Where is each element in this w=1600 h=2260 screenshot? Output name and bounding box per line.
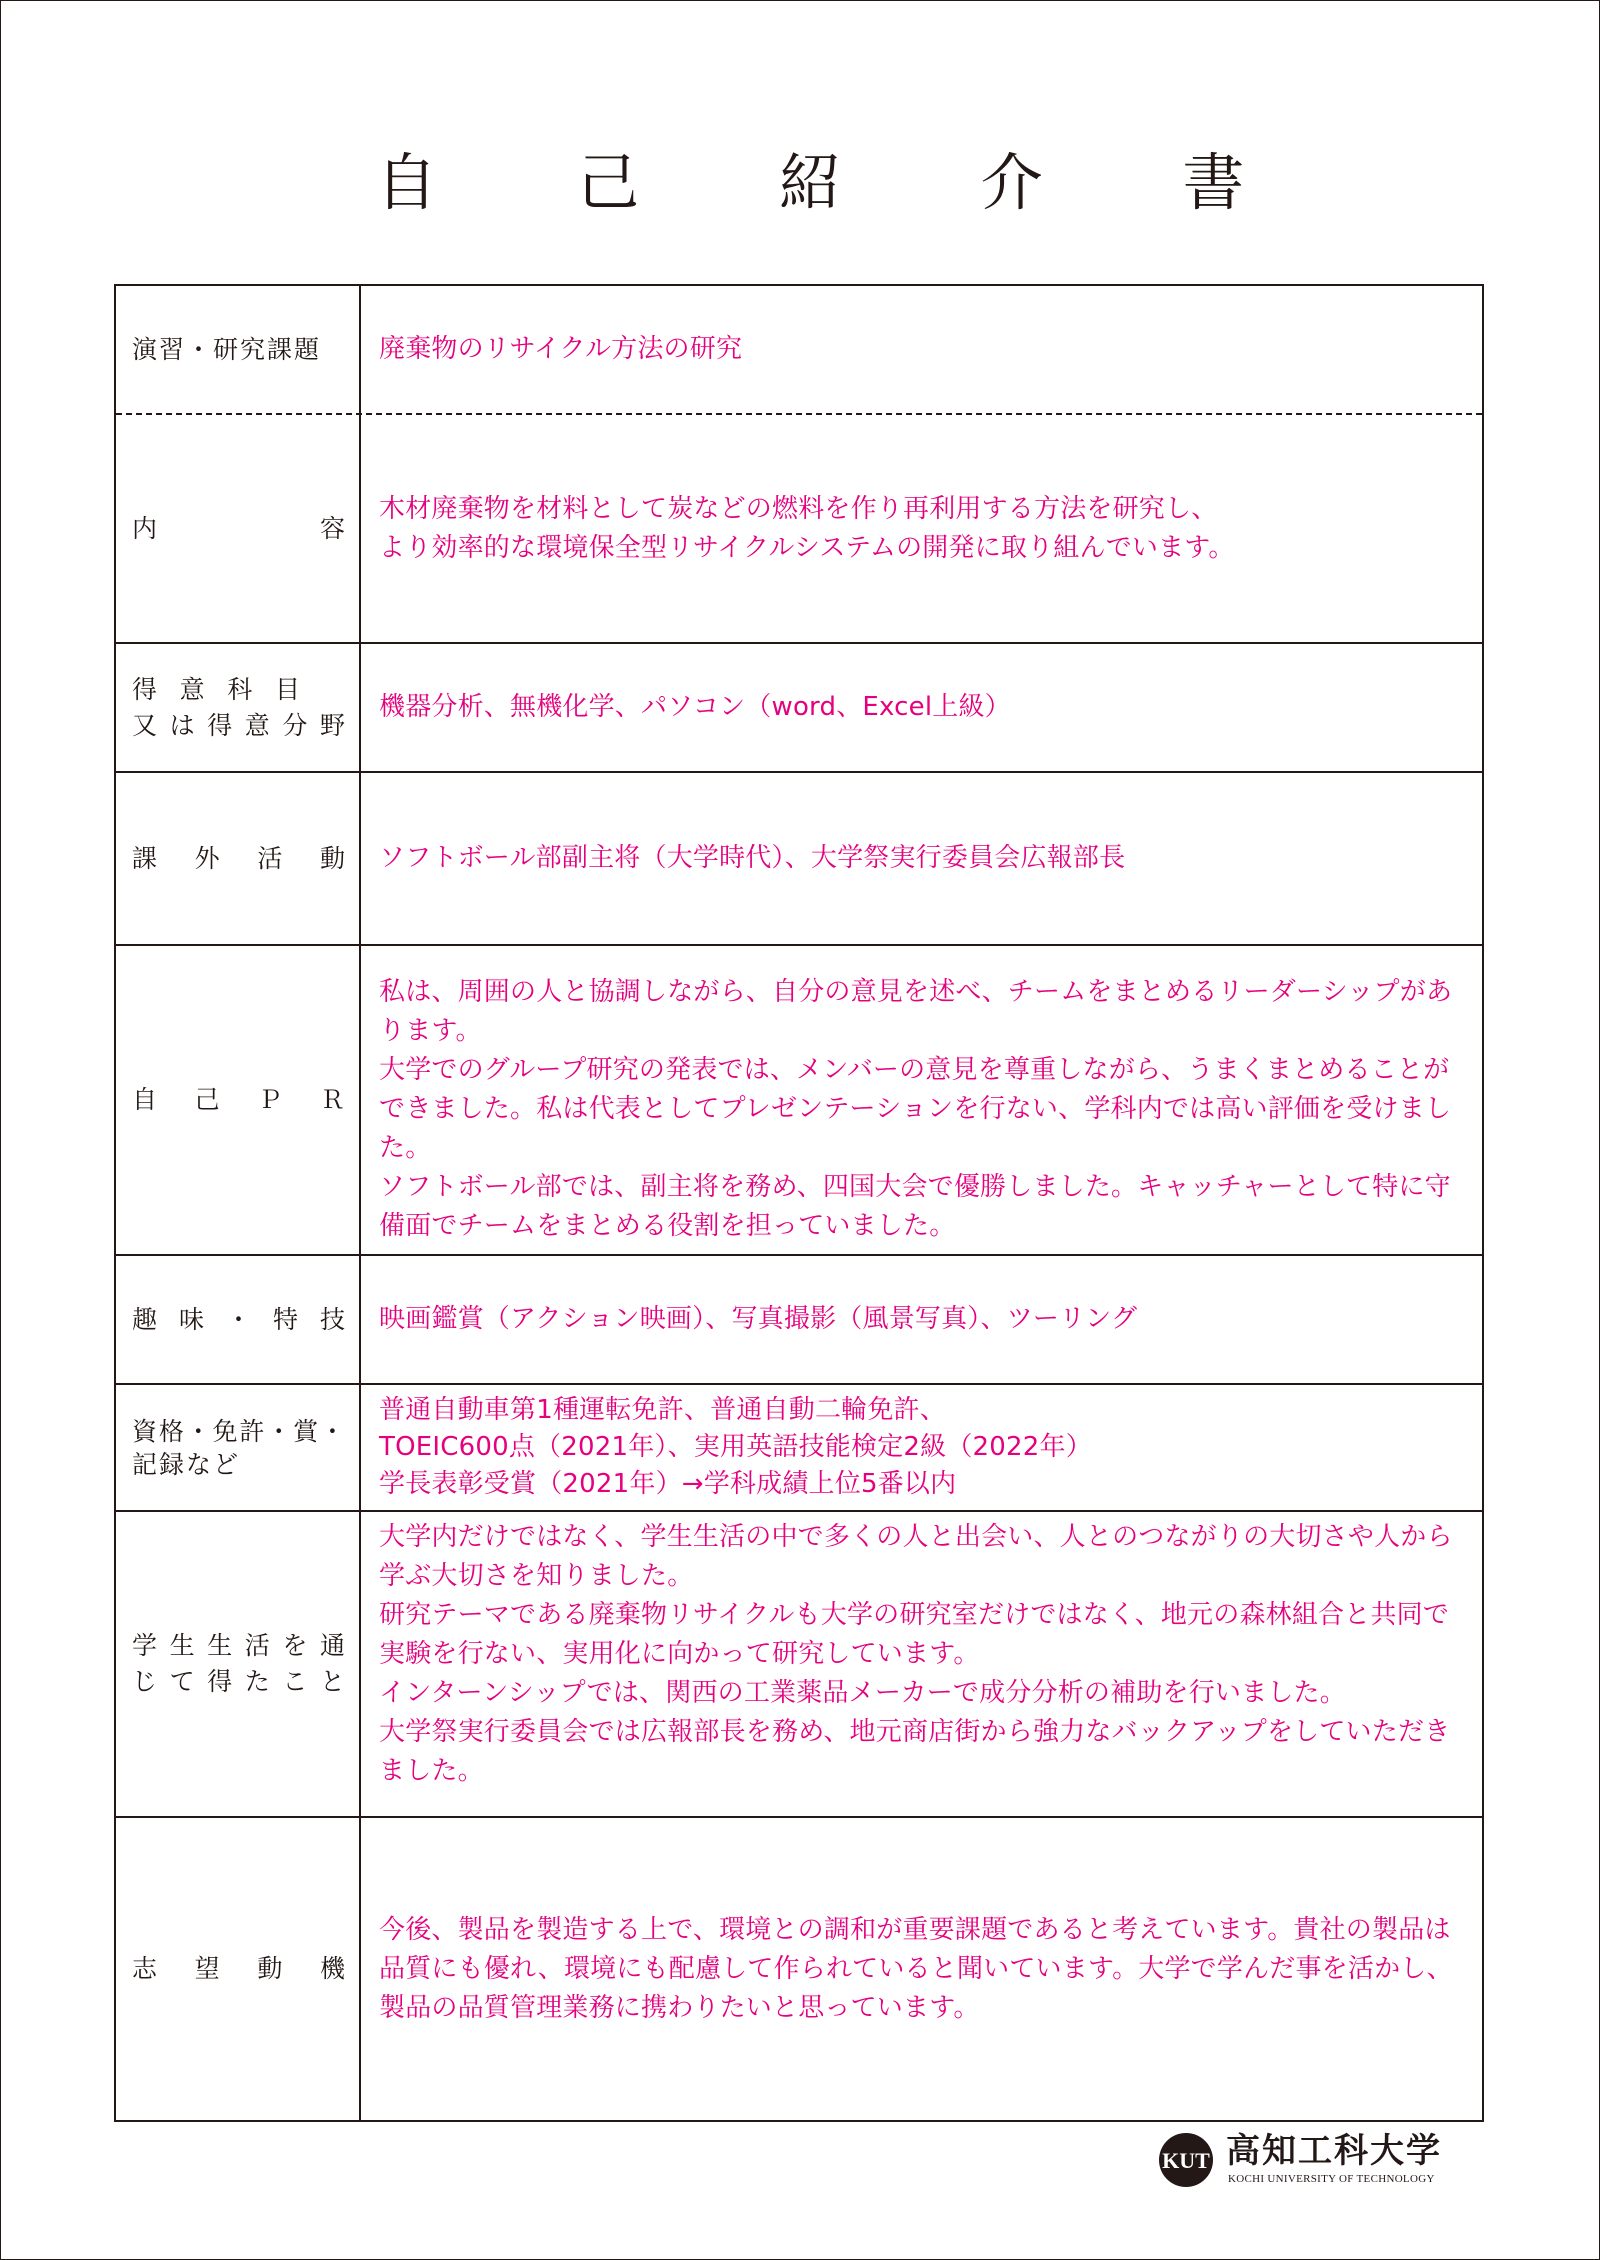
label-char: Ｒ xyxy=(319,1085,345,1114)
content-paragraph: 私は、周囲の人と協調しながら、自分の意見を述べ、チームをまとめるリーダーシップがあります。 xyxy=(379,977,1453,1046)
label-char: 分 xyxy=(282,710,308,740)
university-name: 高知工科大学 xyxy=(1226,2131,1442,2171)
label-char: 得 xyxy=(132,674,158,704)
label-char: て xyxy=(169,1667,195,1696)
label-self-pr xyxy=(116,946,361,1254)
university-logo xyxy=(1158,2130,1468,2190)
label-char: 野 xyxy=(319,710,345,740)
row-details xyxy=(116,415,1482,644)
content-line: より効率的な環境保全型リサイクルシステムの開発に取り組んでいます。 xyxy=(379,532,1235,563)
label-extracurricular xyxy=(116,773,361,944)
content-paragraph: 大学祭実行委員会では広報部長を務め、地元商店街から強力なバックアップをしていただきました。 xyxy=(379,1717,1451,1786)
label-spread xyxy=(132,511,345,547)
content-hobbies xyxy=(361,1256,1482,1383)
label-char: 外 xyxy=(194,843,220,873)
row-self-pr xyxy=(116,946,1482,1256)
content-line: 学長表彰受賞（2021年）→学科成績上位5番以内 xyxy=(379,1469,957,1499)
label-char: 味 xyxy=(178,1304,204,1334)
content-paragraph: 今後、製品を製造する上で、環境との調和が重要課題であると考えています。貴社の製品は品質にも優れ、環境にも配慮して作られていると聞いています。大学で学んだ事を活かし、製品の品質管理業務に携わりたいと思っています。 xyxy=(379,1914,1453,2023)
label-spread xyxy=(132,672,300,708)
label-text: 記録など xyxy=(132,1449,241,1479)
label-char: と xyxy=(319,1667,345,1696)
label-char: 自 xyxy=(132,1085,158,1114)
label-char: 生 xyxy=(207,1631,233,1660)
row-hobbies xyxy=(116,1256,1482,1385)
label-spread xyxy=(132,841,345,877)
label-details xyxy=(116,415,361,642)
label-char: ・ xyxy=(319,1416,345,1446)
label-char: を xyxy=(282,1631,308,1660)
label-char: は xyxy=(169,710,195,740)
label-char: 学 xyxy=(132,1631,158,1660)
content-extracurricular xyxy=(361,773,1482,944)
kut-emblem-icon xyxy=(1158,2132,1214,2188)
label-char: 動 xyxy=(257,1954,283,1983)
content-student-life xyxy=(361,1512,1482,1816)
label-spread xyxy=(132,1415,345,1448)
content-details xyxy=(361,415,1482,642)
row-extracurricular xyxy=(116,773,1482,946)
content-line: ソフトボール部副主将（大学時代）、大学祭実行委員会広報部長 xyxy=(379,843,1126,873)
label-spread xyxy=(132,1082,345,1118)
label-char: 得 xyxy=(207,710,233,740)
label-char: ・ xyxy=(225,1304,251,1334)
label-char: 志 xyxy=(132,1954,158,1983)
label-char: 望 xyxy=(194,1954,220,1983)
content-paragraph: 大学でのグループ研究の発表では、メンバーの意見を尊重しながら、うまくまとめることができました。私は代表としてプレゼンテーションを行ない、学科内では高い評価を受けました。 xyxy=(379,1055,1452,1163)
content-paragraph: 研究テーマである廃棄物リサイクルも大学の研究室だけではなく、地元の森林組合と共同で実験を行ない、実用化に向かって研究しています。 xyxy=(379,1600,1450,1669)
label-char: 許 xyxy=(239,1416,265,1446)
label-char: 容 xyxy=(319,513,345,543)
label-char: 免 xyxy=(212,1416,238,1446)
content-line: 木材廃棄物を材料として炭などの燃料を作り再利用する方法を研究し、 xyxy=(379,493,1218,524)
content-motivation xyxy=(361,1818,1482,2120)
label-hobbies xyxy=(116,1256,361,1383)
label-text: 演習・研究課題 xyxy=(132,334,322,364)
label-char: 課 xyxy=(132,843,158,873)
label-spread xyxy=(132,1302,345,1338)
row-student-life xyxy=(116,1512,1482,1818)
label-char: 活 xyxy=(257,843,283,873)
label-char: こ xyxy=(282,1667,308,1696)
label-char: 意 xyxy=(244,710,270,740)
row-research-topic xyxy=(116,286,1482,415)
label-char: 資 xyxy=(132,1416,158,1446)
label-char: 科 xyxy=(227,674,253,704)
content-paragraph: インターンシップでは、関西の工業薬品メーカーで成分分析の補助を行いました。 xyxy=(379,1678,1346,1708)
content-self-pr xyxy=(361,946,1482,1254)
content-line: 普通自動車第1種運転免許、普通自動二輪免許、 xyxy=(379,1395,946,1425)
label-spread xyxy=(132,1951,345,1987)
label-char: 己 xyxy=(194,1085,220,1114)
content-paragraph: ソフトボール部では、副主将を務め、四国大会で優勝しました。キャッチャーとして特に守備面でチームをまとめる役割を担っていました。 xyxy=(379,1172,1451,1241)
label-char: 格 xyxy=(158,1416,184,1446)
label-spread xyxy=(132,708,345,744)
label-char: 趣 xyxy=(132,1304,158,1334)
content-line: 映画鑑賞（アクション映画）、写真撮影（風景写真）、ツーリング xyxy=(379,1304,1138,1334)
label-char: 動 xyxy=(319,843,345,873)
label-motivation xyxy=(116,1818,361,2120)
label-char: た xyxy=(244,1667,270,1696)
row-qualifications xyxy=(116,1385,1482,1512)
label-char: 目 xyxy=(274,674,300,704)
label-char: 又 xyxy=(132,710,158,740)
row-strong-subjects xyxy=(116,644,1482,773)
label-spread xyxy=(132,1628,345,1664)
label-qualifications xyxy=(116,1385,361,1510)
label-char: Ｐ xyxy=(257,1085,283,1114)
content-research-topic xyxy=(361,286,1482,413)
label-char: 特 xyxy=(272,1304,298,1334)
label-char: ・ xyxy=(185,1416,211,1446)
label-char: ・ xyxy=(266,1416,292,1446)
label-char: 機 xyxy=(319,1954,345,1983)
university-name-english: KOCHI UNIVERSITY OF TECHNOLOGY xyxy=(1228,2173,1435,2185)
label-char: 生 xyxy=(169,1631,195,1660)
content-paragraph: 大学内だけではなく、学生生活の中で多くの人と出会い、人とのつながりの大切さや人から学ぶ大切さを知りました。 xyxy=(379,1522,1453,1591)
label-char: 活 xyxy=(244,1631,270,1660)
label-char: 通 xyxy=(319,1631,345,1660)
label-char: 技 xyxy=(319,1304,345,1334)
label-char: じ xyxy=(132,1667,158,1696)
content-qualifications xyxy=(361,1385,1482,1510)
label-spread xyxy=(132,1664,345,1700)
label-char: 内 xyxy=(132,513,158,543)
self-introduction-form xyxy=(114,284,1484,2122)
label-char: 意 xyxy=(179,674,205,704)
label-student-life xyxy=(116,1512,361,1816)
content-strong-subjects xyxy=(361,644,1482,771)
label-char: 得 xyxy=(207,1667,233,1696)
content-line: TOEIC600点（2021年）、実用英語技能検定2級（2022年） xyxy=(379,1432,1092,1462)
content-line: 廃棄物のリサイクル方法の研究 xyxy=(379,334,743,364)
label-char: 賞 xyxy=(293,1416,319,1446)
label-research-topic xyxy=(116,286,361,413)
row-motivation xyxy=(116,1818,1482,2120)
page-title: 自 己 紹 介 書 xyxy=(375,146,1305,219)
label-strong-subjects xyxy=(116,644,361,771)
emblem-text: KUT xyxy=(1162,2148,1210,2173)
content-line: 機器分析、無機化学、パソコン（word、Excel上級） xyxy=(379,692,1011,722)
